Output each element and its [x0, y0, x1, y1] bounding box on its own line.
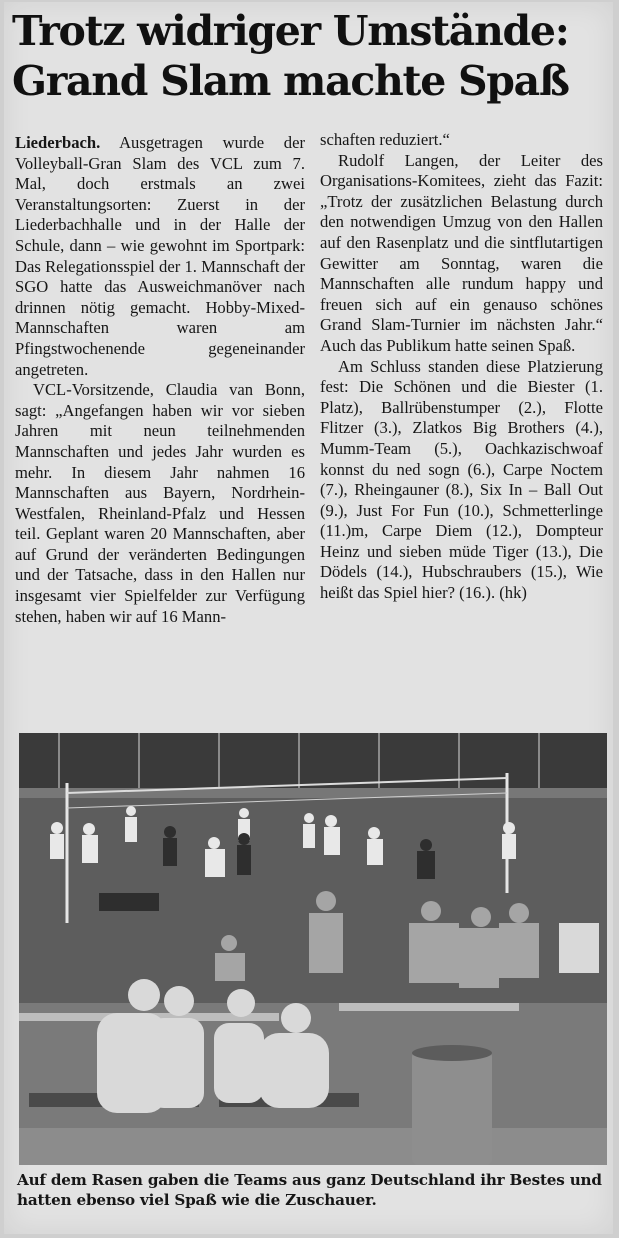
- photo-caption: Auf dem Rasen gaben die Teams aus ganz Deutschland ihr Bestes und hatten ebenso viel Spaß wie die Zuschauer.: [17, 1171, 602, 1209]
- article-column-right: [320, 130, 603, 604]
- article-column-left: [15, 133, 305, 627]
- headline: Trotz widriger Umstände: Grand Slam machte Spaß: [12, 7, 569, 105]
- paragraph-continuation: schaften reduziert.“: [320, 130, 450, 149]
- paragraph-rankings: Am Schluss standen diese Platzierung fest: Die Schönen und die Biester (1. Platz), Ballrübenstumper (2.), Flotte Flitzer (3.), Zlatkos Big Brothers (4.), Mumm-Team (5.), Oachkazischwoaf konnst du ned sogn (6.), Carpe Noctem (7.), Rheingauner (8.), Six In – Ball Out (9.), Just For Fun (10.), Schmetterlinge (11.)m, Carpe Diem (12.), Dompteur Heinz und sieben müde Tiger (13.), Die Dödels (14.), Hubschraubers (15.), Wie heißt das Spiel hier? (16.). (hk): [320, 356, 603, 603]
- paragraph-intro: [15, 133, 305, 380]
- paragraph-quote-chair: VCL-Vorsitzende, Claudia van Bonn, sagt: „Angefangen haben wir vor sieben Jahren mit neun teilnehmenden Mannschaften und jedes Jahr wurden es mehr. In diesem Jahr nahmen 16 Mannschaften aus Bayern, Nordrhein-Westfalen, Rheinland-Pfalz und Hessen teil. Geplant waren 20 Mannschaften, aber auf Grund der veränderten Bedingungen und der Tatsache, dass in den Hallen nur insgesamt vier Spielfelder zur Verfügung stehen, haben wir auf 16 Mann-: [15, 380, 305, 626]
- dateline: Liederbach.: [15, 133, 101, 152]
- volleyball-field-photo: [19, 733, 607, 1165]
- paragraph-intro-text: Ausgetragen wurde der Volleyball-Gran Slam des VCL zum 7. Mal, doch erstmals an zwei Veranstaltungsorten: Zuerst in der Liederbachhalle und in der Halle der Schule, dann – wie gewohnt im Sportpark: Das Relegationsspiel der 1. Mannschaft der SGO hatte das Ausweichmanöver nach drinnen nötig gemacht. Hobby-Mixed-Mannschaften waren am Pfingstwochenende gegeneinander angetreten.: [15, 133, 305, 379]
- paragraph-organizer-quote: Rudolf Langen, der Leiter des Organisations-Komitees, zieht das Fazit: „Trotz der zusätzlichen Belastung durch den notwendigen Umzug von den Hallen auf den Rasenplatz und die sintflutartigen Gewitter am Sonntag, waren die Mannschaften alle rundum happy und freuen sich auf ein genauso schönes Grand Slam-Turnier im nächsten Jahr.“ Auch das Publikum hatte seinen Spaß.: [320, 150, 603, 355]
- article-photo: [19, 733, 607, 1165]
